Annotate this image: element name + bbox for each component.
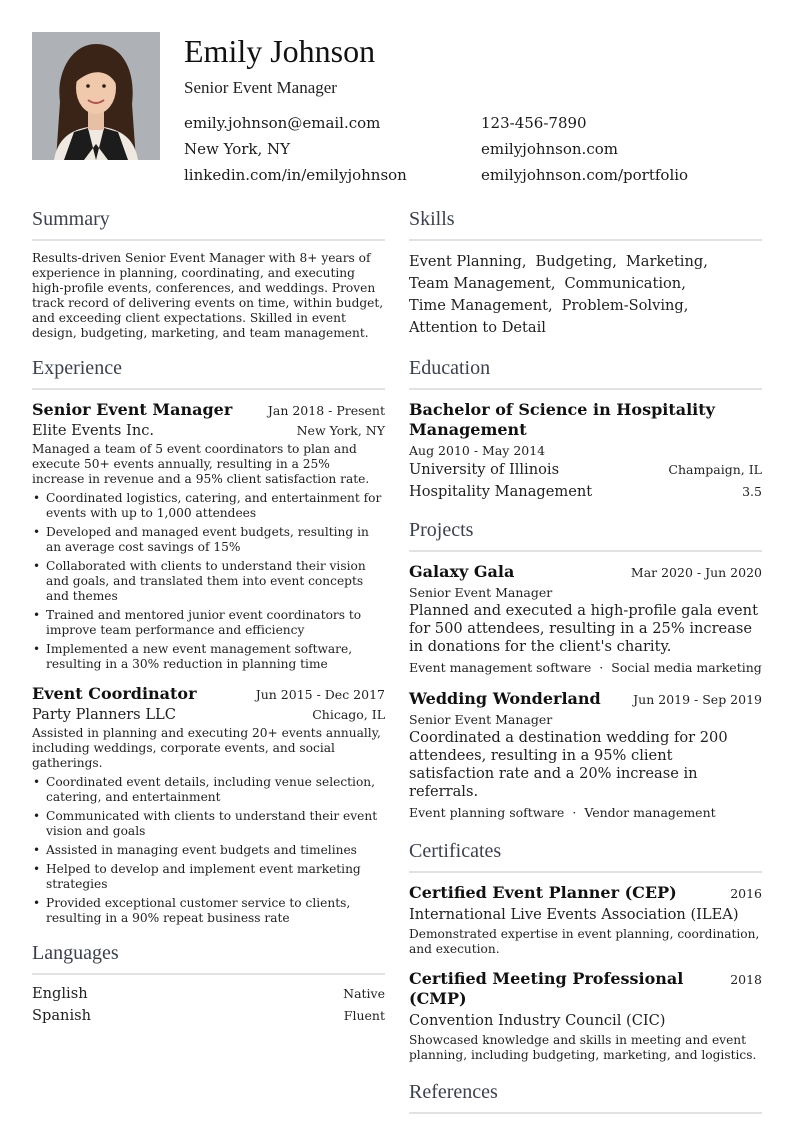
summary-section (32, 206, 385, 341)
experience-section (32, 355, 385, 926)
job-bullets (32, 775, 385, 926)
project-tags (409, 804, 762, 822)
list-item: • Communicated with clients to understand their event vision and goals (32, 809, 385, 839)
list-item: • Helped to develop and implement event marketing strategies (32, 862, 385, 892)
certificate-description: Showcased knowledge and skills in meeting and event planning, including budgeting, marketing, and logistics. (409, 1033, 757, 1062)
candidate-name: Emily Johnson (184, 33, 376, 69)
skills-list (409, 251, 762, 339)
project-tag: Event planning software (409, 805, 565, 820)
job-title: Event Coordinator (32, 684, 197, 703)
project-tag: Social media marketing (611, 660, 762, 675)
certificate-description: Demonstrated expertise in event planning, coordination, and execution. (409, 927, 760, 956)
field-of-study: Hospitality Management (409, 483, 593, 500)
separator-dot: · (572, 805, 577, 820)
left-column (32, 206, 385, 1025)
project-description: Planned and executed a high-profile gala event for 500 attendees, resulting in a 25% increase in donations for the client's charity. (409, 602, 758, 655)
project-entry (409, 689, 762, 822)
contact-email[interactable]: emily.johnson@email.com (184, 114, 381, 132)
contact-location: New York, NY (184, 140, 291, 158)
skill-tag: Communication, (564, 275, 686, 292)
certificates-section (409, 838, 762, 1063)
list-item: • Developed and managed event budgets, resulting in an average cost savings of 15% (32, 525, 385, 555)
project-tag: Event management software (409, 660, 592, 675)
education-dates: Aug 2010 - May 2014 (409, 443, 546, 458)
certificate-entry (409, 883, 762, 957)
portrait-image (32, 32, 160, 160)
language-name: English (32, 985, 88, 1002)
language-level: Native (343, 986, 385, 1001)
contact-linkedin[interactable]: linkedin.com/in/emilyjohnson (184, 166, 407, 184)
list-item: • Implemented a new event management software, resulting in a 30% reduction in planning time (32, 642, 385, 672)
education-heading: Education (409, 355, 762, 390)
certificate-year: 2016 (730, 886, 762, 901)
skill-tag: Time Management, (409, 297, 553, 314)
list-item: • Collaborated with clients to understand their vision and goals, and translated them into event concepts and themes (32, 559, 385, 604)
contact-website[interactable]: emilyjohnson.com (481, 140, 618, 158)
project-dates: Jun 2019 - Sep 2019 (633, 692, 762, 707)
project-entry (409, 562, 762, 677)
job-entry (32, 400, 385, 672)
experience-heading: Experience (32, 355, 385, 390)
skill-tag: Event Planning, (409, 253, 527, 270)
job-company: Party Planners LLC (32, 706, 176, 723)
job-dates: Jun 2015 - Dec 2017 (255, 687, 385, 702)
certificate-title: Certified Meeting Professional (CMP) (409, 969, 684, 1008)
languages-heading: Languages (32, 940, 385, 975)
languages-section (32, 940, 385, 1025)
contact-phone[interactable]: 123-456-7890 (481, 114, 587, 132)
candidate-role: Senior Event Manager (184, 78, 337, 97)
gpa-value: 3.5 (742, 484, 762, 499)
job-location: New York, NY (296, 423, 385, 438)
job-title: Senior Event Manager (32, 400, 233, 419)
education-section (409, 355, 762, 501)
project-description: Coordinated a destination wedding for 200 attendees, resulting in a 95% client satisfaction rate and a 20% increase in referrals. (409, 729, 728, 800)
skill-tag: Team Management, (409, 275, 556, 292)
list-item: • Coordinated logistics, catering, and entertainment for events with up to 1,000 attendees (32, 491, 385, 521)
school-location: Champaign, IL (668, 462, 762, 477)
job-description: Assisted in planning and executing 20+ events annually, including weddings, corporate events, and social gatherings. (32, 726, 381, 770)
references-heading: References (409, 1079, 762, 1114)
language-name: Spanish (32, 1007, 91, 1024)
degree-title: Bachelor of Science in Hospitality Management (409, 400, 715, 439)
skill-tag: Problem-Solving, (561, 297, 689, 314)
certificate-issuer: Convention Industry Council (CIC) (409, 1012, 666, 1029)
contact-portfolio[interactable]: emilyjohnson.com/portfolio (481, 166, 689, 184)
job-bullets (32, 491, 385, 672)
project-title: Wedding Wonderland (409, 689, 601, 708)
certificate-issuer: International Live Events Association (ILEA) (409, 906, 739, 923)
references-section (409, 1079, 762, 1114)
list-item: • Trained and mentored junior event coordinators to improve team performance and efficiency (32, 608, 385, 638)
skill-tag: Attention to Detail (409, 319, 546, 336)
project-role: Senior Event Manager (409, 585, 553, 600)
job-description: Managed a team of 5 event coordinators to plan and execute 50+ events annually, resulting in a 25% increase in revenue and a 95% client satisfaction rate. (32, 442, 370, 486)
project-tag: Vendor management (584, 805, 716, 820)
job-company: Elite Events Inc. (32, 422, 155, 439)
language-level: Fluent (343, 1008, 385, 1023)
right-column (409, 206, 762, 1123)
skills-heading: Skills (409, 206, 762, 241)
summary-heading: Summary (32, 206, 385, 241)
separator-dot: · (599, 660, 604, 675)
certificate-title: Certified Event Planner (CEP) (409, 883, 677, 902)
list-item: • Assisted in managing event budgets and timelines (32, 843, 385, 858)
job-dates: Jan 2018 - Present (267, 403, 385, 418)
skills-section (409, 206, 762, 339)
certificate-entry (409, 969, 762, 1063)
list-item: • Coordinated event details, including venue selection, catering, and entertainment (32, 775, 385, 805)
certificate-year: 2018 (730, 972, 762, 987)
summary-text: Results-driven Senior Event Manager with 8+ years of experience in planning, coordinating, and executing high-profile events, conferences, and weddings. Proven track record of delivering events on time, within budget, and exceeding client expectations. Skilled in event design, budgeting, marketing, and team management. (32, 251, 384, 340)
skill-tag: Marketing, (625, 253, 708, 270)
projects-section (409, 517, 762, 822)
list-item: • Provided exceptional customer service to clients, resulting in a 90% repeat business rate (32, 896, 385, 926)
project-title: Galaxy Gala (409, 562, 515, 581)
skill-tag: Budgeting, (535, 253, 617, 270)
school-name: University of Illinois (409, 461, 560, 478)
project-role: Senior Event Manager (409, 712, 553, 727)
project-tags (409, 659, 762, 677)
certificates-heading: Certificates (409, 838, 762, 873)
job-entry (32, 684, 385, 926)
projects-heading: Projects (409, 517, 762, 552)
job-location: Chicago, IL (312, 707, 385, 722)
project-dates: Mar 2020 - Jun 2020 (630, 565, 762, 580)
profile-photo (32, 32, 160, 160)
